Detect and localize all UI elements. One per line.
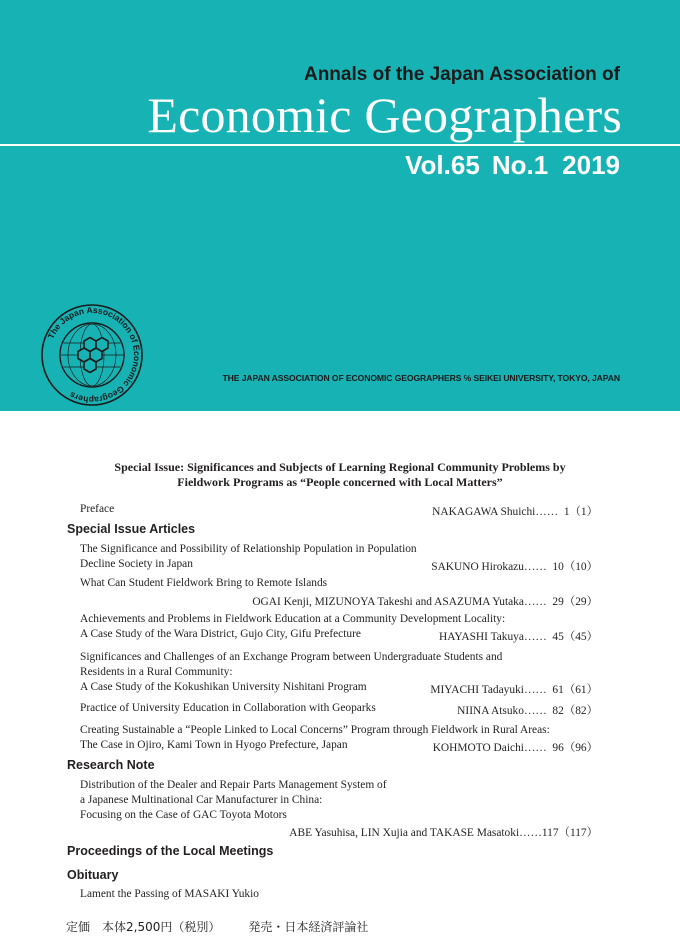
article-5-author: NIINA Atsuko…… 82（82） [457,705,598,717]
research-note-heading: Research Note [67,758,155,772]
obituary-item: Lament the Passing of MASAKI Yukio [80,888,259,900]
article-4-author: MIYACHI Tadayuki…… 61（61） [430,684,598,696]
article-3-title-line1: Achievements and Problems in Fieldwork Education at a Community Development Locality: [80,613,506,625]
article-6-author: KOHMOTO Daichi…… 96（96） [432,742,598,754]
volume-line [405,150,620,181]
article-1-author: SAKUNO Hirokazu…… 10（10） [431,561,598,573]
volume-number: Vol.65 [405,150,480,180]
article-4-title-line2: Residents in a Rural Community: [80,666,233,678]
research-note-title-line1: Distribution of the Dealer and Repair Parts Management System of [80,779,387,791]
article-5-title-line1: Practice of University Education in Collaboration with Geoparks [80,702,376,714]
article-3-title-line2: A Case Study of the Wara District, Gujo City, Gifu Prefecture [80,628,361,640]
special-issue-title-line2: Fieldwork Programs as “People concerned with Local Matters” [177,475,503,489]
journal-title-main: Economic Geographers [147,87,622,143]
publisher-line: THE JAPAN ASSOCIATION OF ECONOMIC GEOGRAPHERS ℅ SEIKEI UNIVERSITY, TOKYO, JAPAN [222,373,620,383]
article-2-title-line1: What Can Student Fieldwork Bring to Remote Islands [80,577,328,589]
special-articles-heading: Special Issue Articles [67,522,196,536]
preface-author: NAKAGAWA Shuichi…… 1（1） [432,506,598,518]
special-issue-title-line1: Special Issue: Significances and Subjects of Learning Regional Community Problems by [114,460,566,474]
journal-title-top: Annals of the Japan Association of [303,64,620,85]
article-4-title-line1: Significances and Challenges of an Exchange Program between Undergraduate Students and [80,651,503,663]
price-footer [66,918,368,935]
article-4-title-line3: A Case Study of the Kokushikan University Nishitani Program [80,681,367,693]
research-note-author: ABE Yasuhisa, LIN Xujia and TAKASE Masatoki……117（117） [289,827,598,839]
article-1-title-line1: The Significance and Possibility of Relationship Population in Population [80,543,417,555]
article-2-author: OGAI Kenji, MIZUNOYA Takeshi and ASAZUMA Yutaka…… 29（29） [252,596,598,608]
research-note-title-line2: a Japanese Multinational Car Manufacturer in China: [80,794,323,806]
title-rule [0,144,680,146]
article-3-author: HAYASHI Takuya…… 45（45） [438,631,598,643]
article-1-title-line2: Decline Society in Japan [80,558,193,570]
obituary-heading: Obituary [67,868,119,882]
article-6-title-line2: The Case in Ojiro, Kami Town in Hyogo Prefecture, Japan [80,739,348,751]
logo-ring-text: The Japan Association of Economic Geographers [45,304,143,406]
research-note-title-line3: Focusing on the Case of GAC Toyota Motors [80,809,287,821]
price-text: 定価 本体2,500円（税別） [66,920,221,934]
article-6-title-line1: Creating Sustainable a “People Linked to Local Concerns” Program through Fieldwork in Rural Areas: [80,724,550,736]
issue-number: No.1 [491,150,549,180]
association-logo-icon [40,303,144,407]
distributor-text: 発売・日本経済評論社 [248,920,369,934]
preface-title: Preface [80,503,115,515]
proceedings-heading: Proceedings of the Local Meetings [67,844,274,858]
issue-year: 2019 [562,150,620,180]
